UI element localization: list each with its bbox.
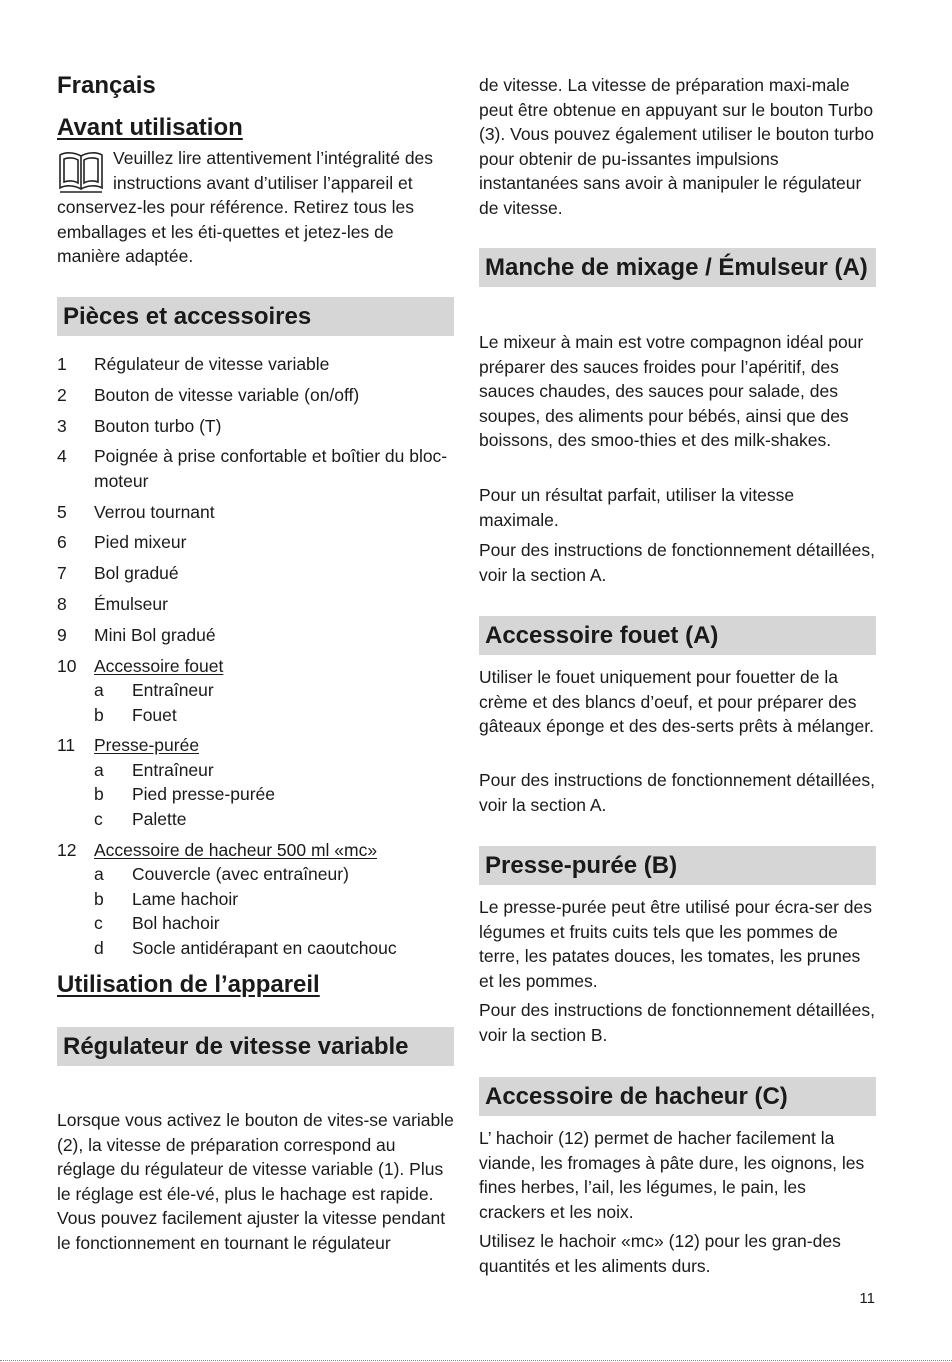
fouet-paragraph-2: Pour des instructions de fonctionnement détaillées, voir la section A.	[479, 770, 875, 815]
puree-heading: Presse-purée (B)	[479, 846, 876, 885]
sub-list-item: a Entraîneur	[94, 680, 214, 701]
puree-paragraph-1: Le presse-purée peut être utilisé pour écra-ser des légumes et fruits cuits tels que les pommes de terre, les patates douces, les tomates, les prunes et les pommes.	[479, 897, 872, 991]
list-item: 1 Régulateur de vitesse variable	[57, 354, 330, 374]
list-item: 7 Bol gradué	[57, 563, 179, 584]
manche-paragraph-2: Pour un résultat parfait, utiliser la vitesse maximale.	[479, 485, 795, 530]
sub-list-item: b Pied presse-purée	[94, 784, 275, 805]
list-item: 12 Accessoire de hacheur 500 ml «mc» a Couvercle (avec entraîneur) b Lame hachoir c Bol hachoir d Socle antidérapant en caoutchouc	[57, 838, 454, 961]
sub-list-item: a Couvercle (avec entraîneur)	[94, 864, 349, 885]
list-item: 11 Presse-purée a Entraîneur b Pied presse-purée c Palette	[57, 733, 454, 831]
parts-heading: Pièces et accessoires	[57, 297, 454, 336]
hacheur-paragraph-2: Utilisez le hachoir «mc» (12) pour les gran-des quantités et les aliments durs.	[479, 1231, 841, 1276]
list-item: 10 Accessoire fouet a Entraîneur b Fouet	[57, 654, 454, 728]
hacheur-paragraph-1: L’ hachoir (12) permet de hacher facilement la viande, les fromages à pâte dure, les oignons, les fines herbes, l’ail, les légumes, le pain, les crackers et les noix.	[479, 1128, 865, 1222]
usage-heading: Utilisation de l’appareil	[57, 971, 320, 998]
footer-divider	[0, 1360, 952, 1361]
manche-paragraph-1: Le mixeur à main est votre compagnon idéal pour préparer des sauces froides pour l’apéritif, des sauces chaudes, des sauces pour salade, des soupes, des aliments pour bébés, ainsi que des boissons, des smoo-thies et des milk-shakes.	[479, 332, 864, 450]
speed-paragraph-continued: de vitesse. La vitesse de préparation maxi-male peut être obtenue en appuyant sur le bouton Turbo (3). Vous pouvez également utiliser le bouton turbo pour obtenir de pu-issantes impulsions instantanées sans avoir à manipuler le régulateur de vitesse.	[479, 75, 874, 218]
list-item: 5 Verrou tournant	[57, 501, 215, 522]
sub-list-item: c Bol hachoir	[94, 913, 220, 934]
sub-list-item: c Palette	[94, 808, 187, 829]
book-icon	[57, 150, 105, 194]
list-item: 8 Émulseur	[57, 594, 168, 615]
sub-list-item: b Fouet	[94, 704, 177, 725]
speed-paragraph: Lorsque vous activez le bouton de vites-se variable (2), la vitesse de préparation correspond au réglage du régulateur de vitesse variable (1). Plus le réglage est éle-vé, plus le hachage est rapide. Vous pouvez facilement ajuster la vitesse pendant le fonctionnement en tournant le régulateur	[57, 1110, 454, 1253]
manche-heading: Manche de mixage / Émulseur (A)	[479, 248, 876, 287]
sub-list	[94, 862, 454, 960]
speed-heading: Régulateur de vitesse variable	[57, 1027, 454, 1066]
page-number: 11	[859, 1290, 875, 1307]
intro-text: Veuillez lire attentivement l’intégralité des instructions avant d’utiliser l’appareil et conservez-les pour référence. Retirez tous les emballages et les éti-quettes et jetez-les de manière adaptée.	[57, 148, 434, 266]
list-item: 6 Pied mixeur	[57, 532, 187, 553]
list-item: 2 Bouton de vitesse variable (on/off)	[57, 384, 360, 405]
sub-list	[94, 758, 454, 832]
list-item: 3 Bouton turbo (T)	[57, 415, 222, 436]
fouet-heading: Accessoire fouet (A)	[479, 616, 876, 655]
list-item: 9 Mini Bol gradué	[57, 624, 216, 645]
puree-paragraph-2: Pour des instructions de fonctionnement détaillées, voir la section B.	[479, 1000, 875, 1045]
parts-list	[57, 352, 454, 967]
sub-list-item: b Lame hachoir	[94, 888, 239, 909]
manche-paragraph-3: Pour des instructions de fonctionnement détaillées, voir la section A.	[479, 540, 875, 585]
language-title: Français	[57, 72, 156, 99]
hacheur-heading: Accessoire de hacheur (C)	[479, 1077, 876, 1116]
sub-list-item: d Socle antidérapant en caoutchouc	[94, 937, 397, 958]
sub-list	[94, 678, 454, 727]
avant-utilisation-heading: Avant utilisation	[57, 114, 243, 141]
sub-list-item: a Entraîneur	[94, 759, 214, 780]
list-item: 4 Poignée à prise confortable et boîtier du bloc-moteur	[57, 446, 448, 491]
fouet-paragraph-1: Utiliser le fouet uniquement pour fouetter de la crème et des blancs d’oeuf, et pour préparer des gâteaux éponge et des des-serts prêts à mélanger.	[479, 667, 874, 736]
intro-paragraph	[57, 146, 454, 269]
